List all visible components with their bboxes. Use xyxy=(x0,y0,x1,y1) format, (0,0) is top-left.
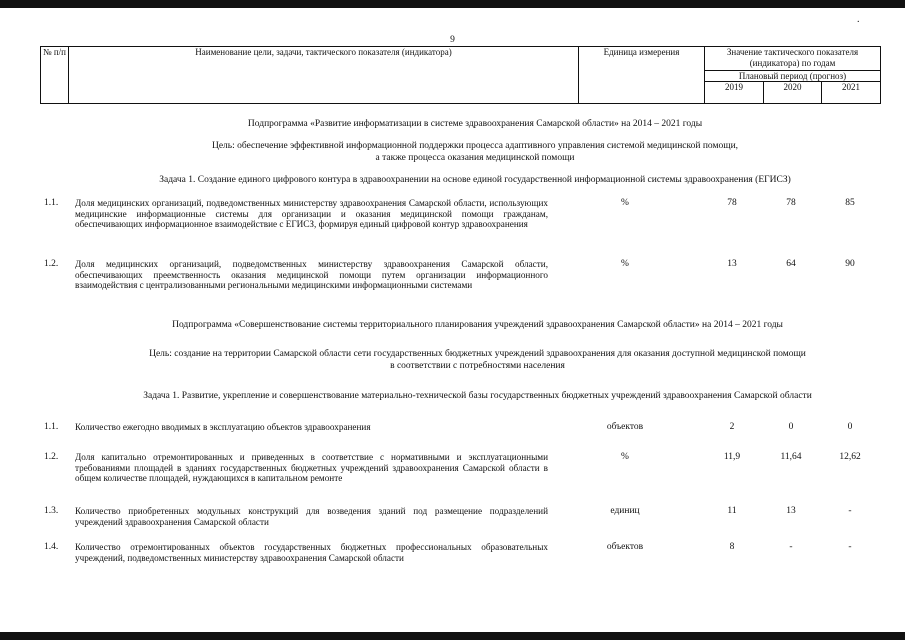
subprogram-title: Подпрограмма «Совершенствование системы территориального планирования учреждений здравоохранения Самарской области» на 2014 – 2021 годы xyxy=(172,320,783,330)
goal-line: а также процесса оказания медицинской помощи xyxy=(375,153,575,163)
row-description: Количество ежегодно вводимых в эксплуатацию объектов здравоохранения xyxy=(75,422,371,432)
task-title: Задача 1. Развитие, укрепление и совершенствование материально-технической базы государственных бюджетных учреждений здравоохранения Самарской области xyxy=(143,391,812,401)
header-year-2020: 2020 xyxy=(764,82,822,104)
value-2020: 78 xyxy=(786,198,796,208)
row-number: 1.1. xyxy=(44,422,59,432)
header-col-value: Значение тактического показателя (индикатора) по годам xyxy=(705,47,881,71)
top-border-bar xyxy=(0,0,905,8)
row-description: Количество отремонтированных объектов государственных бюджетных профессиональных образовательных учреждений, подведомственных министерству здравоохранения Самарской области xyxy=(75,542,548,563)
subprogram-title: Подпрограмма «Развитие информатизации в системе здравоохранения Самарской области» на 2014 – 2021 годы xyxy=(247,119,703,129)
value-2020: 11,64 xyxy=(780,452,802,462)
value-2021: 0 xyxy=(847,422,853,432)
row-description: Доля медицинских организаций, подведомственных министерству здравоохранения Самарской области, обеспечивающих преемственность оказания медицинской помощи путем организации информационного взаимодействия с централизованными региональными медицинскими информационными системами xyxy=(75,259,548,291)
value-2021: 12,62 xyxy=(839,452,861,462)
header-col-name: Наименование цели, задачи, тактического показателя (индикатора) xyxy=(69,47,579,104)
row-description: Доля медицинских организаций, подведомственных министерству здравоохранения Самарской области, использующих медицинские информационные системы для организации и оказания медицинской помощи гражданам, обеспечивающих информационное взаимодействие с ЕГИСЗ, формируя единый цифровой контур здравоохранения xyxy=(75,198,548,230)
row-unit: объектов xyxy=(606,422,644,432)
header-col-unit: Единица измерения xyxy=(579,47,705,104)
value-2021: 85 xyxy=(845,198,855,208)
row-unit: % xyxy=(621,452,629,462)
row-unit: объектов xyxy=(606,542,644,552)
row-unit: единиц xyxy=(610,506,640,516)
value-2019: 11 xyxy=(727,506,737,516)
row-number: 1.1. xyxy=(44,198,59,208)
value-2019: 2 xyxy=(729,422,735,432)
row-unit: % xyxy=(621,198,629,208)
value-2020: 64 xyxy=(786,259,796,269)
row-description: Количество приобретенных модульных конструкций для возведения зданий под размещение подразделений учреждений здравоохранения Самарской области xyxy=(75,506,548,527)
value-2020: 13 xyxy=(786,506,796,516)
row-description: Доля капитально отремонтированных и приведенных в соответствие с нормативными и эксплуатационными требованиями площадей в зданиях государственных бюджетных учреждений здравоохранения Самарской области в общем количестве площадей, нуждающихся в капитальном ремонте xyxy=(75,452,548,484)
value-2021: - xyxy=(848,506,852,516)
header-col-number: № п/п xyxy=(41,47,69,104)
row-number: 1.2. xyxy=(44,259,59,269)
task-title: Задача 1. Создание единого цифрового контура в здравоохранении на основе единой государственной информационной системы здравоохранения (ЕГИСЗ) xyxy=(159,175,791,185)
table-header xyxy=(40,46,881,104)
header-year-2021: 2021 xyxy=(822,82,881,104)
row-number: 1.4. xyxy=(44,542,59,552)
value-2019: 8 xyxy=(729,542,735,552)
bottom-border-bar xyxy=(0,632,905,640)
page-number: 9 xyxy=(450,35,455,45)
value-2020: - xyxy=(789,542,793,552)
row-unit: % xyxy=(621,259,629,269)
value-2020: 0 xyxy=(788,422,794,432)
value-2019: 78 xyxy=(727,198,737,208)
header-col-period: Плановый период (прогноз) xyxy=(705,70,881,82)
value-2019: 13 xyxy=(727,259,737,269)
goal-line: в соответствии с потребностями населения xyxy=(390,361,565,371)
row-number: 1.3. xyxy=(44,506,59,516)
goal-line: Цель: создание на территории Самарской области сети государственных бюджетных учреждений здравоохранения для оказания доступной медицинской помощи xyxy=(149,349,806,359)
scan-speck: . xyxy=(857,14,860,25)
goal-line: Цель: обеспечение эффективной информационной поддержки процесса адаптивного управления системой медицинской помощи, xyxy=(211,141,739,151)
value-2019: 11,9 xyxy=(723,452,741,462)
header-year-2019: 2019 xyxy=(705,82,764,104)
row-number: 1.2. xyxy=(44,452,59,462)
value-2021: - xyxy=(848,542,852,552)
value-2021: 90 xyxy=(845,259,855,269)
